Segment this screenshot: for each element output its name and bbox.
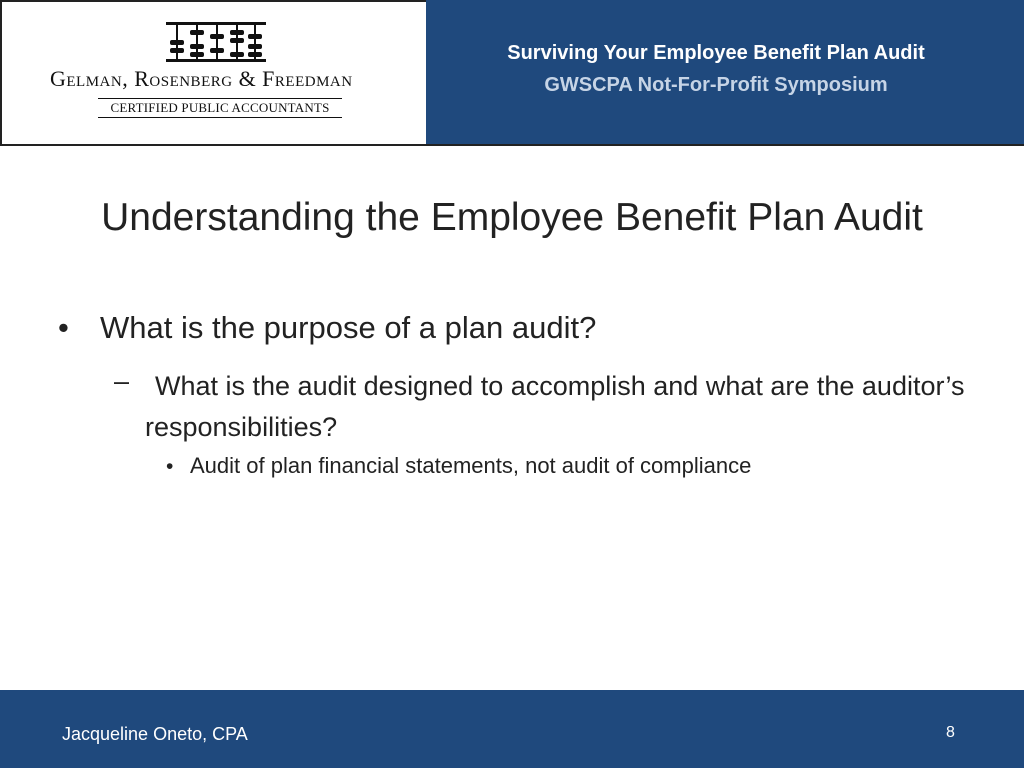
presentation-title: Surviving Your Employee Benefit Plan Audit [507,42,925,64]
firm-subtitle: CERTIFIED PUBLIC ACCOUNTANTS [98,98,342,118]
page-number: 8 [946,724,955,741]
bullet-level-2: What is the audit designed to accomplish and what are the auditor’s responsibilities? [145,371,965,442]
header-band [0,0,1024,146]
abacus-logo-icon [166,22,266,62]
presenter-name: Jacqueline Oneto, CPA [62,724,248,744]
header-divider [0,144,1024,146]
bullet-marker: • [58,310,69,345]
bullet-marker: • [166,455,174,478]
firm-name: Gelman, Rosenberg & Freedman [50,66,353,91]
footer-band [0,690,1024,768]
bullet-level-3: Audit of plan financial statements, not audit of compliance [190,453,752,478]
event-name: GWSCPA Not-For-Profit Symposium [544,74,888,96]
firm-logo [0,0,426,146]
bullet-level-1: What is the purpose of a plan audit? [100,310,597,345]
slide-title: Understanding the Employee Benefit Plan Audit [101,196,923,239]
dash-marker: – [114,366,130,396]
